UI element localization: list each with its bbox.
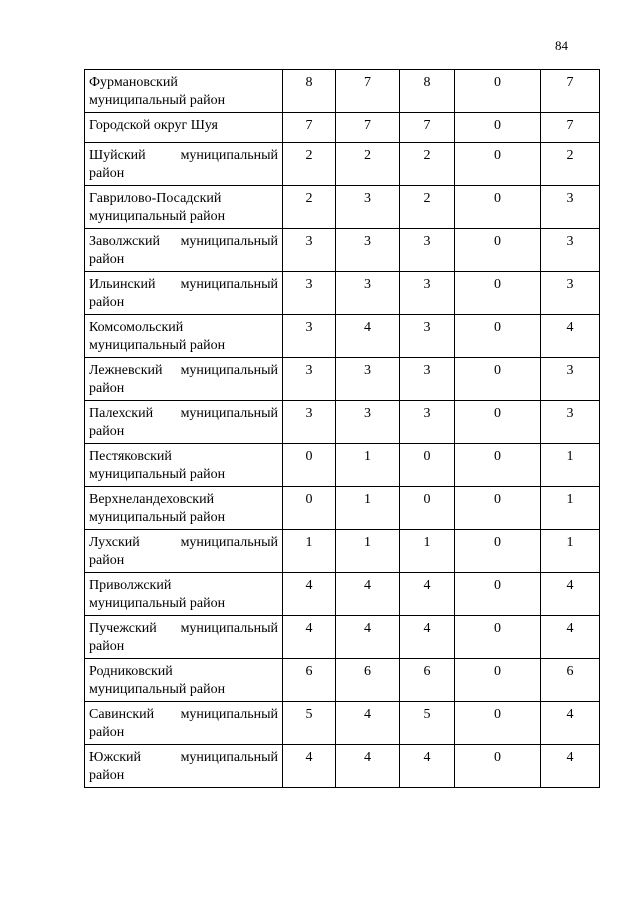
value-cell: 0: [455, 702, 541, 745]
value-cell: 4: [400, 745, 455, 788]
district-name-line: район: [89, 381, 125, 396]
value-cell: 2: [283, 143, 336, 186]
table-row: [85, 113, 600, 143]
district-name-cell: [85, 143, 283, 186]
value-cell: 3: [400, 229, 455, 272]
district-name-cell: [85, 401, 283, 444]
table-row: [85, 444, 600, 487]
district-name-cell: [85, 229, 283, 272]
value-cell: 7: [283, 113, 336, 143]
value-cell: 2: [400, 186, 455, 229]
value-cell: 4: [541, 573, 600, 616]
value-cell: 3: [541, 401, 600, 444]
value-cell: 4: [541, 702, 600, 745]
table-row: [85, 659, 600, 702]
table-row: [85, 573, 600, 616]
value-cell: 3: [400, 315, 455, 358]
value-cell: 4: [541, 616, 600, 659]
district-name-line: район: [89, 768, 125, 783]
table-row: [85, 272, 600, 315]
table-row: [85, 315, 600, 358]
value-cell: 0: [455, 143, 541, 186]
value-cell: 0: [455, 616, 541, 659]
district-name-line: район: [89, 295, 125, 310]
value-cell: 6: [283, 659, 336, 702]
value-cell: 0: [283, 487, 336, 530]
value-cell: 1: [336, 487, 400, 530]
value-cell: 8: [400, 70, 455, 113]
value-cell: 2: [400, 143, 455, 186]
district-name-line: Заволжский муниципальный: [89, 234, 278, 249]
district-name-line: Фурмановский: [89, 75, 178, 90]
value-cell: 4: [400, 573, 455, 616]
value-cell: 1: [336, 444, 400, 487]
value-cell: 0: [455, 229, 541, 272]
value-cell: 0: [283, 444, 336, 487]
value-cell: 7: [541, 70, 600, 113]
value-cell: 3: [400, 401, 455, 444]
value-cell: 0: [455, 487, 541, 530]
value-cell: 3: [336, 358, 400, 401]
district-name-line: Лежневский муниципальный: [89, 363, 278, 378]
district-name-line: муниципальный район: [89, 596, 226, 611]
table-row: [85, 745, 600, 788]
value-cell: 4: [541, 315, 600, 358]
table-body: [85, 70, 600, 788]
value-cell: 7: [336, 113, 400, 143]
value-cell: 1: [541, 487, 600, 530]
table-row: [85, 70, 600, 113]
value-cell: 5: [283, 702, 336, 745]
value-cell: 4: [283, 745, 336, 788]
value-cell: 4: [400, 616, 455, 659]
value-cell: 4: [283, 616, 336, 659]
value-cell: 6: [541, 659, 600, 702]
table-row: [85, 401, 600, 444]
value-cell: 1: [336, 530, 400, 573]
table-row: [85, 487, 600, 530]
value-cell: 3: [400, 272, 455, 315]
district-name-line: район: [89, 252, 125, 267]
value-cell: 0: [455, 113, 541, 143]
district-name-line: район: [89, 725, 125, 740]
value-cell: 4: [336, 573, 400, 616]
value-cell: 3: [400, 358, 455, 401]
district-name-cell: [85, 702, 283, 745]
table-row: [85, 186, 600, 229]
district-name-cell: [85, 315, 283, 358]
district-name-line: Палехский муниципальный: [89, 406, 278, 421]
table-row: [85, 702, 600, 745]
district-name-line: Пучежский муниципальный: [89, 621, 278, 636]
district-name-line: Верхнеландеховский: [89, 492, 215, 507]
value-cell: 4: [283, 573, 336, 616]
district-name-cell: [85, 444, 283, 487]
value-cell: 8: [283, 70, 336, 113]
value-cell: 0: [455, 358, 541, 401]
value-cell: 3: [336, 229, 400, 272]
district-name-line: Савинский муниципальный: [89, 707, 278, 722]
table-row: [85, 143, 600, 186]
district-name-line: муниципальный район: [89, 510, 226, 525]
table-row: [85, 530, 600, 573]
district-name-cell: [85, 113, 283, 143]
district-name-line: Приволжский: [89, 578, 172, 593]
value-cell: 3: [541, 358, 600, 401]
value-cell: 0: [455, 573, 541, 616]
value-cell: 7: [336, 70, 400, 113]
district-name-line: район: [89, 166, 125, 181]
value-cell: 3: [541, 229, 600, 272]
value-cell: 0: [455, 745, 541, 788]
value-cell: 3: [283, 229, 336, 272]
value-cell: 3: [336, 186, 400, 229]
value-cell: 0: [455, 444, 541, 487]
district-name-cell: [85, 616, 283, 659]
value-cell: 1: [541, 530, 600, 573]
district-name-line: муниципальный район: [89, 682, 226, 697]
district-name-line: Городской округ Шуя: [89, 118, 218, 133]
value-cell: 3: [283, 401, 336, 444]
value-cell: 0: [455, 315, 541, 358]
value-cell: 3: [283, 358, 336, 401]
district-name-cell: [85, 573, 283, 616]
value-cell: 0: [455, 186, 541, 229]
table-row: [85, 616, 600, 659]
value-cell: 3: [541, 272, 600, 315]
table-row: [85, 358, 600, 401]
district-name-cell: [85, 659, 283, 702]
district-name-cell: [85, 487, 283, 530]
value-cell: 1: [400, 530, 455, 573]
data-table: [84, 69, 600, 788]
district-name-cell: [85, 186, 283, 229]
value-cell: 3: [541, 186, 600, 229]
value-cell: 4: [336, 616, 400, 659]
value-cell: 3: [336, 401, 400, 444]
value-cell: 3: [283, 272, 336, 315]
district-name-cell: [85, 272, 283, 315]
district-name-line: Родниковский: [89, 664, 173, 679]
district-name-line: муниципальный район: [89, 338, 226, 353]
district-name-line: Комсомольский: [89, 320, 184, 335]
value-cell: 0: [455, 272, 541, 315]
value-cell: 4: [336, 315, 400, 358]
value-cell: 6: [400, 659, 455, 702]
value-cell: 5: [400, 702, 455, 745]
value-cell: 0: [400, 487, 455, 530]
district-name-line: Южский муниципальный: [89, 750, 278, 765]
table-row: [85, 229, 600, 272]
district-name-line: Шуйский муниципальный: [89, 148, 278, 163]
value-cell: 4: [336, 745, 400, 788]
value-cell: 7: [541, 113, 600, 143]
district-name-line: Ильинский муниципальный: [89, 277, 278, 292]
value-cell: 3: [283, 315, 336, 358]
value-cell: 6: [336, 659, 400, 702]
district-name-line: Гаврилово-Посадский: [89, 191, 222, 206]
value-cell: 0: [455, 401, 541, 444]
district-name-line: муниципальный район: [89, 467, 226, 482]
value-cell: 2: [283, 186, 336, 229]
district-name-cell: [85, 745, 283, 788]
district-name-line: Пестяковский: [89, 449, 172, 464]
value-cell: 0: [455, 70, 541, 113]
district-name-line: муниципальный район: [89, 93, 226, 108]
value-cell: 2: [336, 143, 400, 186]
district-name-line: район: [89, 424, 125, 439]
value-cell: 2: [541, 143, 600, 186]
value-cell: 1: [541, 444, 600, 487]
value-cell: 3: [336, 272, 400, 315]
district-name-cell: [85, 530, 283, 573]
district-name-line: район: [89, 639, 125, 654]
value-cell: 0: [455, 659, 541, 702]
value-cell: 0: [455, 530, 541, 573]
value-cell: 1: [283, 530, 336, 573]
value-cell: 0: [400, 444, 455, 487]
district-name-line: муниципальный район: [89, 209, 226, 224]
district-name-line: район: [89, 553, 125, 568]
district-name-cell: [85, 70, 283, 113]
value-cell: 4: [541, 745, 600, 788]
page-number: 84: [555, 38, 568, 53]
value-cell: 4: [336, 702, 400, 745]
value-cell: 7: [400, 113, 455, 143]
district-name-cell: [85, 358, 283, 401]
district-name-line: Лухский муниципальный: [89, 535, 278, 550]
